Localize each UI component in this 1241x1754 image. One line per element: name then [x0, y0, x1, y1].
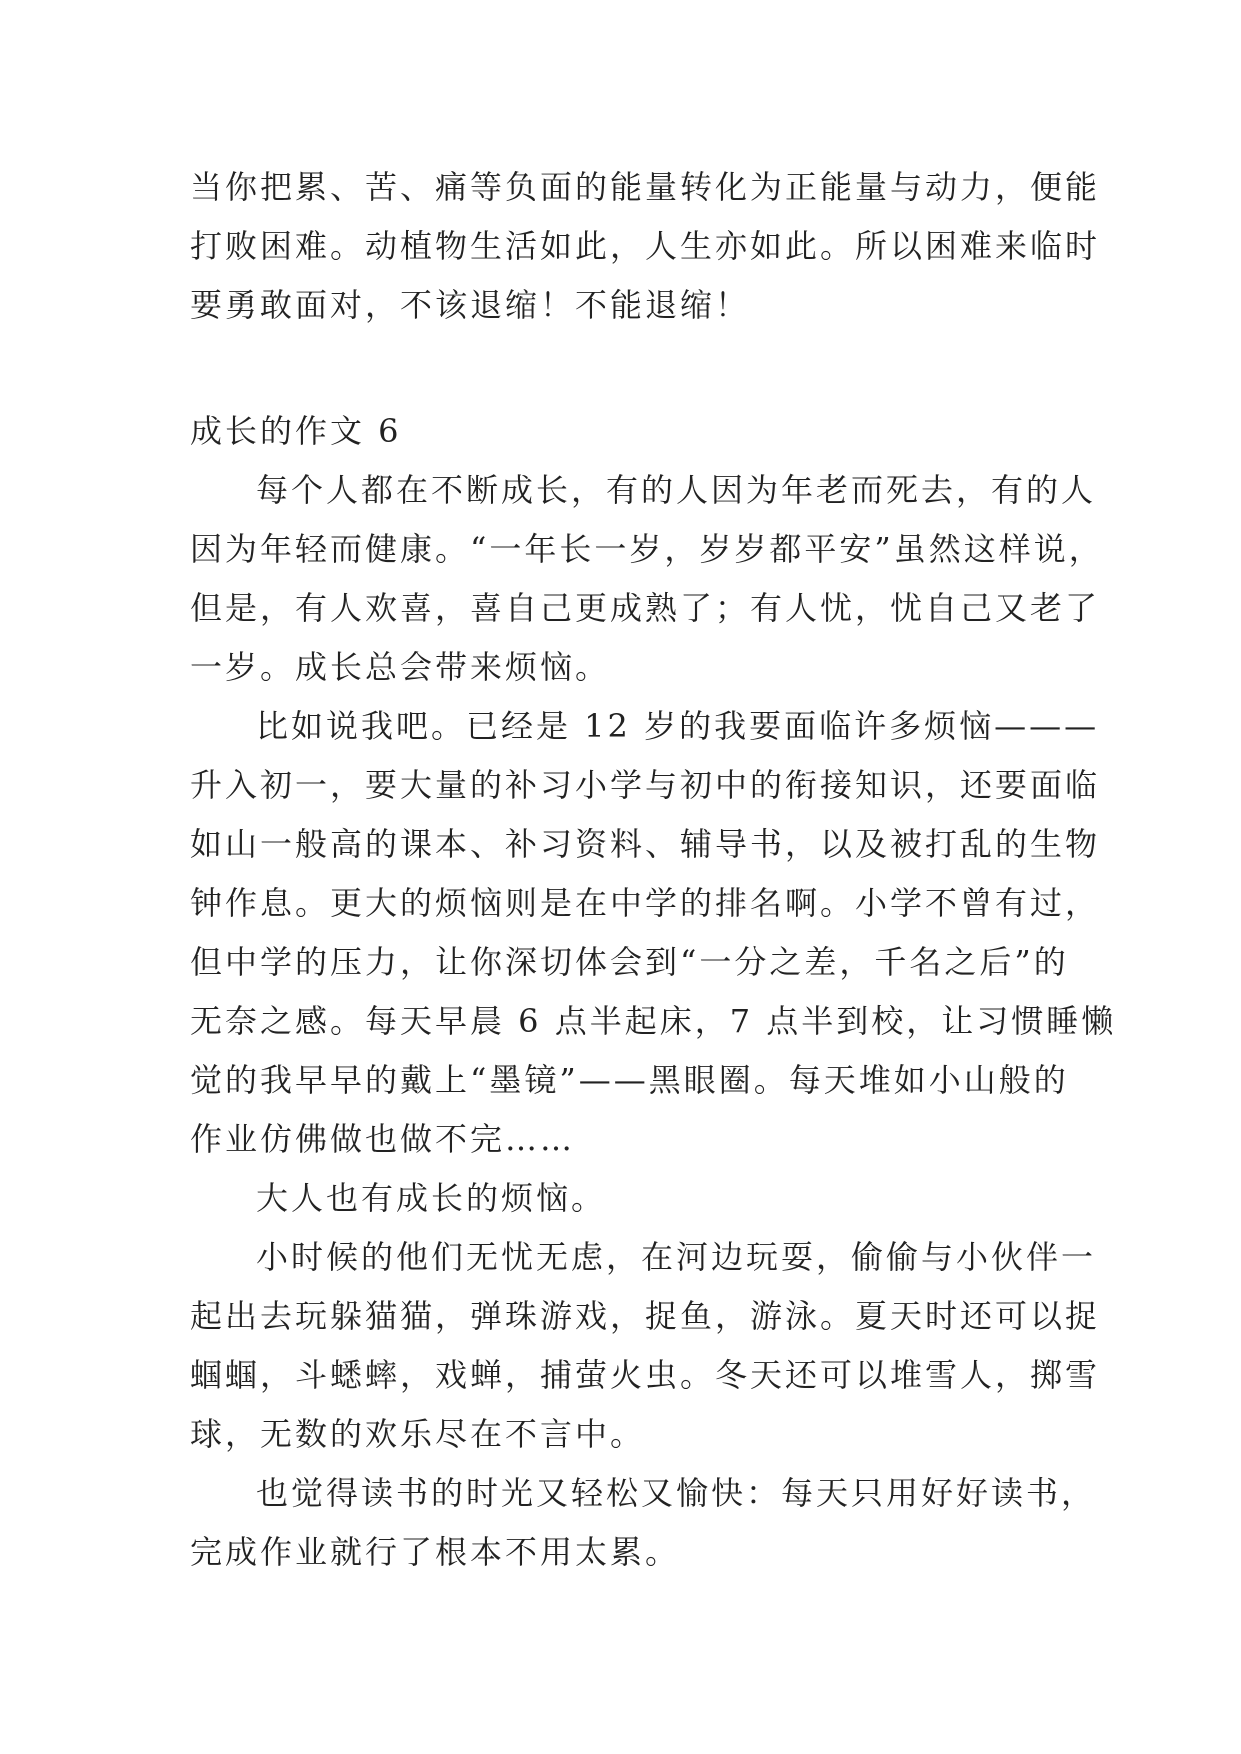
text-line: 因为年轻而健康。“一年长一岁，岁岁都平安”虽然这样说，: [190, 530, 1104, 568]
intro-paragraph: [190, 158, 1101, 335]
text-line: 但是，有人欢喜，喜自己更成熟了；有人忧，忧自己又老了: [190, 589, 1101, 627]
text-line: 当你把累、苦、痛等负面的能量转化为正能量与动力，便能: [190, 168, 1101, 206]
text-line: 但中学的压力，让你深切体会到“一分之差，千名之后”的: [190, 943, 1069, 981]
paragraph: [190, 1464, 1097, 1582]
text-line: 升入初一，要大量的补习小学与初中的衔接知识，还要面临: [190, 766, 1101, 804]
text-line: 作业仿佛做也做不完……: [190, 1120, 576, 1158]
text-line: 蝈蝈，斗蟋蟀，戏蝉，捕萤火虫。冬天还可以堆雪人，掷雪: [190, 1356, 1101, 1394]
text-line: 小时候的他们无忧无虑，在河边玩耍，偷偷与小伙伴一: [256, 1238, 1097, 1276]
paragraph: [190, 1169, 1060, 1228]
text-line: 无奈之感。每天早晨 6 点半起床，7 点半到校，让习惯睡懒: [190, 1002, 1117, 1040]
text-line: 也觉得读书的时光又轻松又愉快：每天只用好好读书，: [256, 1474, 1097, 1512]
paragraph: [190, 461, 1104, 697]
text-line: 一岁。成长总会带来烦恼。: [190, 648, 611, 686]
text-line: 打败困难。动植物生活如此，人生亦如此。所以困难来临时: [190, 227, 1101, 265]
document-body: [190, 158, 1117, 1582]
text-line: 如山一般高的课本、补习资料、辅导书，以及被打乱的生物: [190, 825, 1101, 863]
section-spacer: [190, 335, 1060, 402]
paragraph: [190, 1228, 1101, 1464]
section-title: 成长的作文 6: [190, 412, 402, 450]
paragraph: [190, 697, 1117, 1169]
text-line: 球，无数的欢乐尽在不言中。: [190, 1415, 646, 1453]
text-line: 完成作业就行了根本不用太累。: [190, 1533, 681, 1571]
text-line: 比如说我吧。已经是 12 岁的我要面临许多烦恼———: [256, 707, 1100, 745]
text-line: 觉的我早早的戴上“墨镜”——黑眼圈。每天堆如小山般的: [190, 1061, 1069, 1099]
text-line: 每个人都在不断成长，有的人因为年老而死去，有的人: [256, 471, 1097, 509]
text-line: 起出去玩躲猫猫，弹珠游戏，捉鱼，游泳。夏天时还可以捉: [190, 1297, 1101, 1335]
text-line: 要勇敢面对，不该退缩！不能退缩！: [190, 286, 751, 324]
text-line: 大人也有成长的烦恼。: [256, 1179, 607, 1217]
text-line: 钟作息。更大的烦恼则是在中学的排名啊。小学不曾有过，: [190, 884, 1101, 922]
